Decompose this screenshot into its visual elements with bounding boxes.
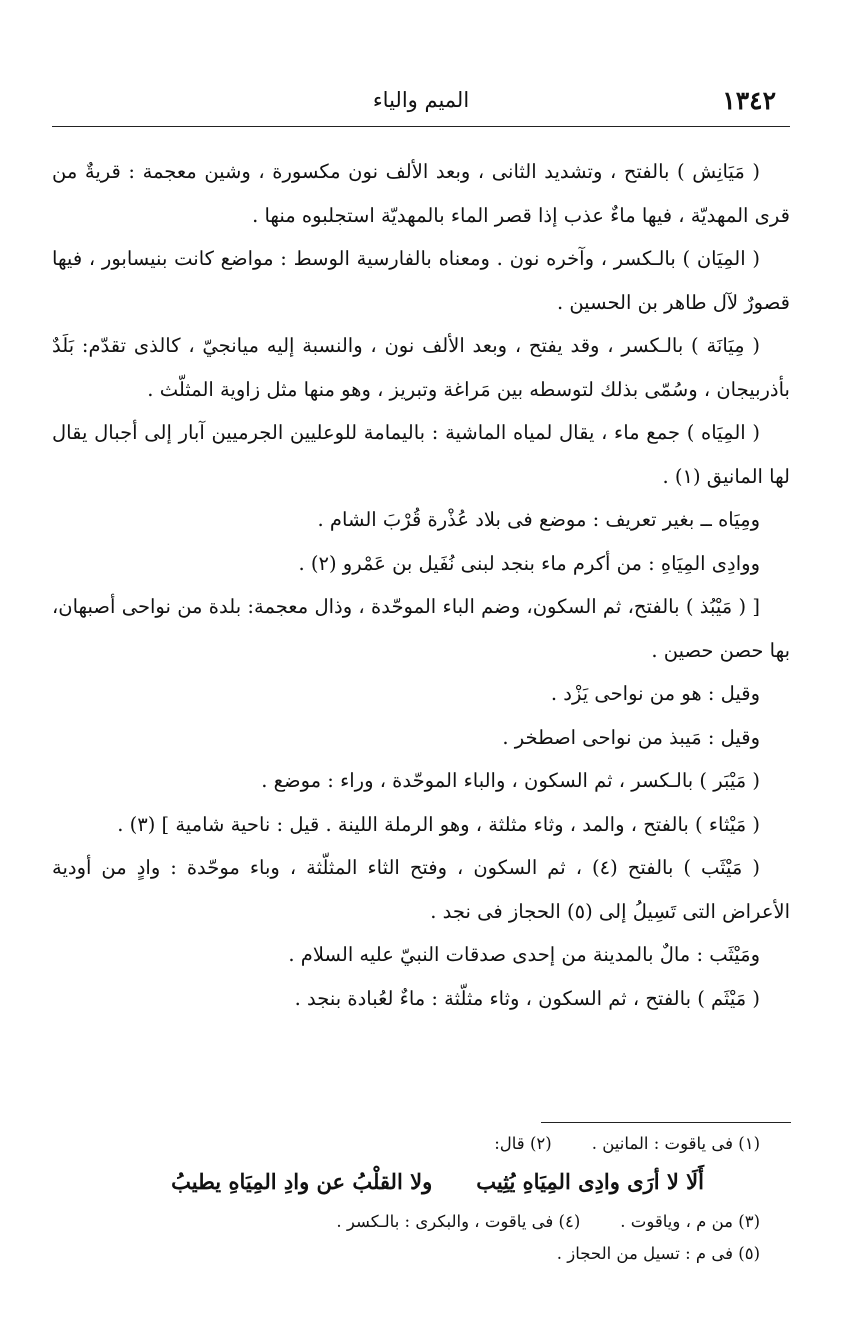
entry-miyah: ومِيَاه ــ بغير تعريف : موضع فى بلاد عُذْرة قُرْبَ الشام .: [317, 508, 760, 531]
entry-maybudh-note-1: وقيل : هو من نواحى يَزْد .: [550, 682, 760, 705]
header-rule: [52, 126, 790, 127]
entry-maybudh-note-2: وقيل : مَيبذ من نواحى اصطخر .: [502, 725, 760, 749]
footnote-5: (٥) فى م : تسيل من الحجاز .: [556, 1244, 760, 1263]
entry-maythab-2: ومَيْثَب : مالٌ بالمدينة من إحدى صدقات النبيّ عليه السلام .: [288, 943, 760, 966]
poem-hemistich-1: أَلَا لا أرَى وادِى المِيَاهِ يُثِيب: [476, 1169, 704, 1194]
page-number: ١٣٤٢: [722, 86, 776, 115]
footnote-line: [52, 1238, 790, 1270]
entry-mayana: ( مِيَانَة ) بالـكسر ، وقد يفتح ، وبعد الألف نون ، والنسبة إليه ميانجيّ ، كالذى تقدّم: بَلَدٌ بأذربيجان ، وسُمّى بذلك لتوسطه بين مَراغة وتبريز ، وهو منها مثل زاوية المثلّث .: [52, 334, 790, 401]
entry-al-mayan: ( المِيَان ) بالـكسر ، وآخره نون . ومعناه بالفارسية الوسط : مواضع كانت بنيسابور ، فيها قصورٌ لآل طاهر بن الحسين .: [52, 247, 790, 314]
entry-al-miyah: ( المِيَاه ) جمع ماء ، يقال لمياه الماشية : باليمامة للوعليين الجرميين آبار إلى أجبال يقال لها المانيق (١) .: [52, 421, 790, 488]
poem-hemistich-2: ولا القلْبُ عن وادِ المِيَاهِ يطيبُ: [171, 1169, 433, 1194]
footnote-rule: [541, 1122, 791, 1123]
main-text: [52, 150, 790, 1020]
footnote-2: (٢) قال:: [494, 1134, 552, 1153]
entry-maytham: ( مَيْثَم ) بالفتح ، ثم السكون ، وثاء مثلّثة : ماءٌ لعُبادة بنجد .: [294, 986, 760, 1010]
entry-maythab: ( مَيْثَب ) بالفتح (٤) ، ثم السكون ، وفتح الثاء المثلّثة ، وباء موحّدة : وادٍ من أودية الأعراض التى تَسِيلُ إلى (٥) الحجاز فى نجد .: [52, 856, 790, 923]
footnote-3: (٣) من م ، وياقوت .: [620, 1212, 760, 1231]
footnote-line: [52, 1206, 790, 1238]
footnote-poem: [52, 1162, 790, 1202]
running-title: الميم والياء: [372, 88, 470, 112]
entry-wadi-al-miyah: ووادِى المِيَاهِ : من أكرم ماء بنجد لبنى نُفَيل بن عَمْرو (٢) .: [298, 551, 760, 575]
entry-maybar: ( مَيْبَر ) بالـكسر ، ثم السكون ، والباء الموحّدة ، وراء : موضع .: [261, 769, 760, 792]
footnote-line: [52, 1128, 790, 1160]
entry-mayanish: ( مَيَانِش ) بالفتح ، وتشديد الثانى ، وبعد الألف نون مكسورة ، وشين معجمة : قريةٌ من قرى المهديّة ، فيها ماءٌ عذب إذا قصر الماء بالمهديّة استجلبوه منها .: [52, 160, 790, 227]
page-header: [52, 86, 790, 126]
footnotes: [52, 1128, 790, 1270]
footnote-1: (١) فى ياقوت : المانين .: [591, 1134, 760, 1153]
entry-maybudh: [ ( مَيْبُذ ) بالفتح، ثم السكون، وضم الباء الموحّدة ، وذال معجمة: بلدة من نواحى أصبهان، بها حصن حصين .: [52, 595, 790, 662]
entry-maytha: ( مَيْثاء ) بالفتح ، والمد ، وثاء مثلثة ، وهو الرملة اللينة . قيل : ناحية شامية ] (٣) .: [117, 812, 760, 836]
footnote-4: (٤) فى ياقوت ، والبكرى : بالـكسر .: [336, 1212, 581, 1231]
